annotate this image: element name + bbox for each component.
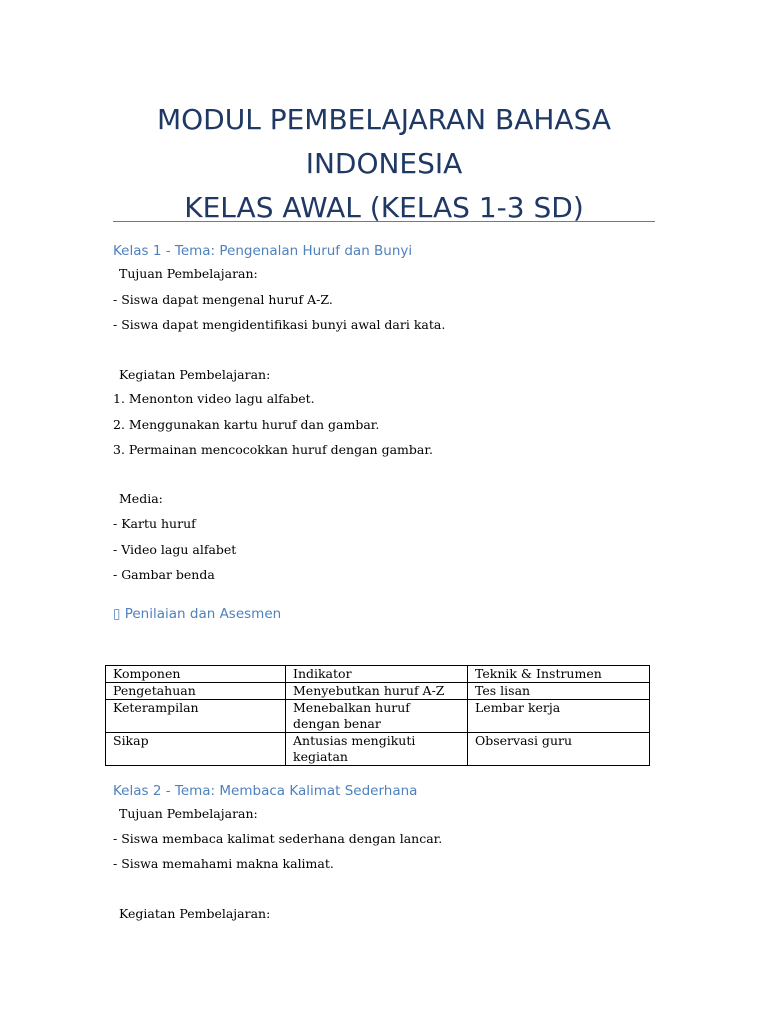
kelas2-tujuan-item: - Siswa membaca kalimat sederhana dengan lancar. <box>113 831 443 846</box>
kelas2-heading: Kelas 2 - Tema: Membaca Kalimat Sederhana <box>113 783 418 799</box>
kelas2-tujuan-item: - Siswa memahami makna kalimat. <box>113 856 334 871</box>
kelas1-heading: Kelas 1 - Tema: Pengenalan Huruf dan Bunyi <box>113 243 413 259</box>
kelas1-kegiatan-item: 3. Permainan mencocokkan huruf dengan gambar. <box>113 442 433 457</box>
table-cell: Menyebutkan huruf A-Z <box>286 683 468 700</box>
kelas1-media-item: - Gambar benda <box>113 567 215 582</box>
assessment-table <box>105 665 650 766</box>
title-divider <box>113 221 655 222</box>
title-line-1: MODUL PEMBELAJARAN BAHASA <box>156 103 612 136</box>
kelas1-kegiatan-item: 1. Menonton video lagu alfabet. <box>113 391 315 406</box>
title-line-3: KELAS AWAL (KELAS 1-3 SD) <box>184 191 584 224</box>
table-header-cell: Komponen <box>106 666 286 683</box>
title-line-2: INDONESIA <box>305 147 463 180</box>
kelas1-media-item: - Kartu huruf <box>113 516 196 531</box>
table-cell: Pengetahuan <box>106 683 286 700</box>
table-row <box>106 683 650 700</box>
table-cell: Tes lisan <box>468 683 650 700</box>
document-title <box>113 98 655 230</box>
table-header-row <box>106 666 650 683</box>
table-cell: Observasi guru <box>468 733 650 766</box>
kelas1-kegiatan-label: Kegiatan Pembelajaran: <box>119 367 271 382</box>
table-header-cell: Indikator <box>286 666 468 683</box>
table-row <box>106 700 650 733</box>
kelas1-tujuan-label: Tujuan Pembelajaran: <box>119 266 258 281</box>
table-row <box>106 733 650 766</box>
kelas1-media-item: - Video lagu alfabet <box>113 542 237 557</box>
table-cell: Antusias mengikuti kegiatan <box>286 733 468 766</box>
kelas2-kegiatan-label: Kegiatan Pembelajaran: <box>119 906 271 921</box>
kelas1-tujuan-item: - Siswa dapat mengidentifikasi bunyi awal dari kata. <box>113 317 446 332</box>
kelas1-tujuan-item: - Siswa dapat mengenal huruf A-Z. <box>113 292 333 307</box>
kelas1-kegiatan-item: 2. Menggunakan kartu huruf dan gambar. <box>113 417 380 432</box>
table-cell: Keterampilan <box>106 700 286 733</box>
table-cell: Sikap <box>106 733 286 766</box>
table-cell: Menebalkan huruf dengan benar <box>286 700 468 733</box>
kelas2-tujuan-label: Tujuan Pembelajaran: <box>119 806 258 821</box>
kelas1-media-label: Media: <box>119 491 163 506</box>
table-header-cell: Teknik & Instrumen <box>468 666 650 683</box>
penilaian-heading: ▯ Penilaian dan Asesmen <box>113 606 282 622</box>
table-cell: Lembar kerja <box>468 700 650 733</box>
